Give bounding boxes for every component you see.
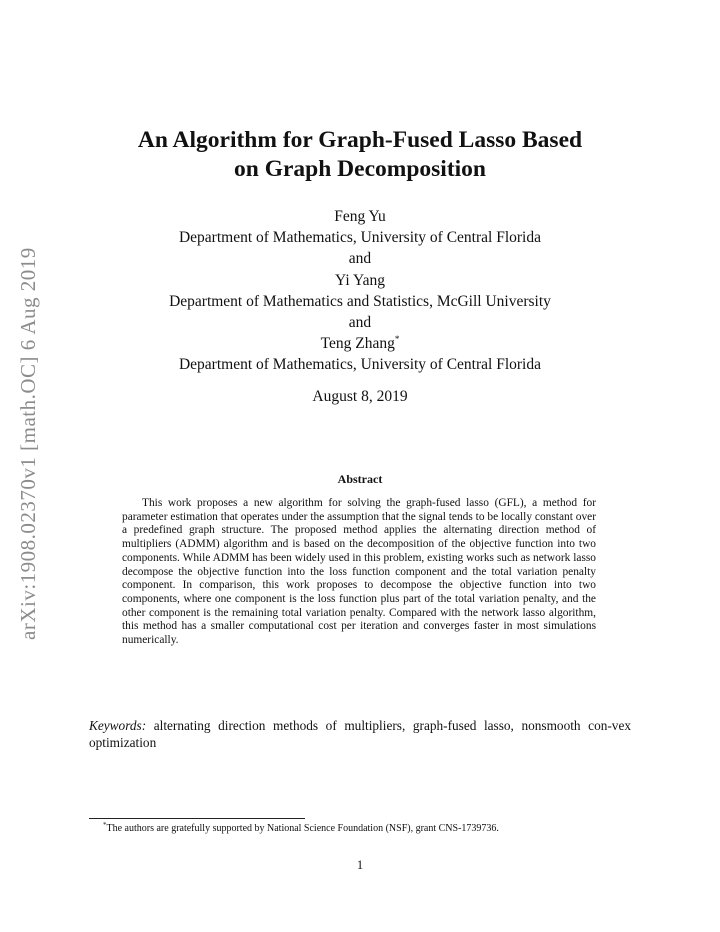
author-separator: and — [348, 250, 372, 268]
author-name: Yi Yang — [335, 271, 385, 289]
paper-title-line-2: on Graph Decomposition — [234, 156, 486, 182]
page-number: 1 — [356, 858, 364, 872]
keywords — [89, 717, 631, 751]
arxiv-identifier-stamp: arXiv:1908.02370v1 [math.OC] 6 Aug 2019 — [16, 247, 40, 640]
footnote-divider — [89, 818, 305, 819]
keywords-text: alternating direction methods of multipliers, graph-fused lasso, nonsmooth con-vex optimization — [89, 718, 631, 750]
keywords-label: Keywords: — [89, 718, 147, 733]
paper-title — [60, 126, 660, 184]
author-separator: and — [348, 314, 372, 332]
footnote-text: The authors are gratefully supported by National Science Foundation (NSF), grant CNS-1739736. — [106, 823, 499, 834]
paper-title-line-1: An Algorithm for Graph-Fused Lasso Based — [137, 127, 583, 153]
corresponding-author — [60, 333, 660, 354]
author-block — [60, 206, 660, 376]
footnote-marker[interactable]: * — [394, 334, 400, 345]
footnote — [103, 823, 643, 834]
author-affiliation: Department of Mathematics and Statistics, McGill University — [169, 292, 551, 310]
abstract-text: This work proposes a new algorithm for solving the graph-fused lasso (GFL), a method for parameter estimation that operates under the assumption that the signal tends to be locally constant over a predefined graph structure. The proposed method applies the alternating direction method of multipliers (ADMM) algorithm and is based on the decomposition of the objective function into two components. While ADMM has been widely used in this problem, existing works such as network lasso decompose the objective function into the loss function component and the total variation penalty component. In comparison, this work proposes to decompose the objective function into two components, where one component is the loss function plus part of the total variation penalty, and the other component is the remaining total variation penalty. Compared with the network lasso algorithm, this method has a smaller computational cost per iteration and converges faster in most simulations numerically. — [122, 497, 596, 647]
publication-date: August 8, 2019 — [312, 388, 408, 405]
author-affiliation: Department of Mathematics, University of Central Florida — [178, 356, 541, 374]
author-affiliation: Department of Mathematics, University of Central Florida — [178, 229, 541, 247]
author-name: Feng Yu — [334, 208, 386, 225]
footnote-marker: * — [103, 821, 107, 829]
author-name: Teng Zhang — [320, 335, 395, 353]
abstract-heading: Abstract — [337, 472, 383, 486]
